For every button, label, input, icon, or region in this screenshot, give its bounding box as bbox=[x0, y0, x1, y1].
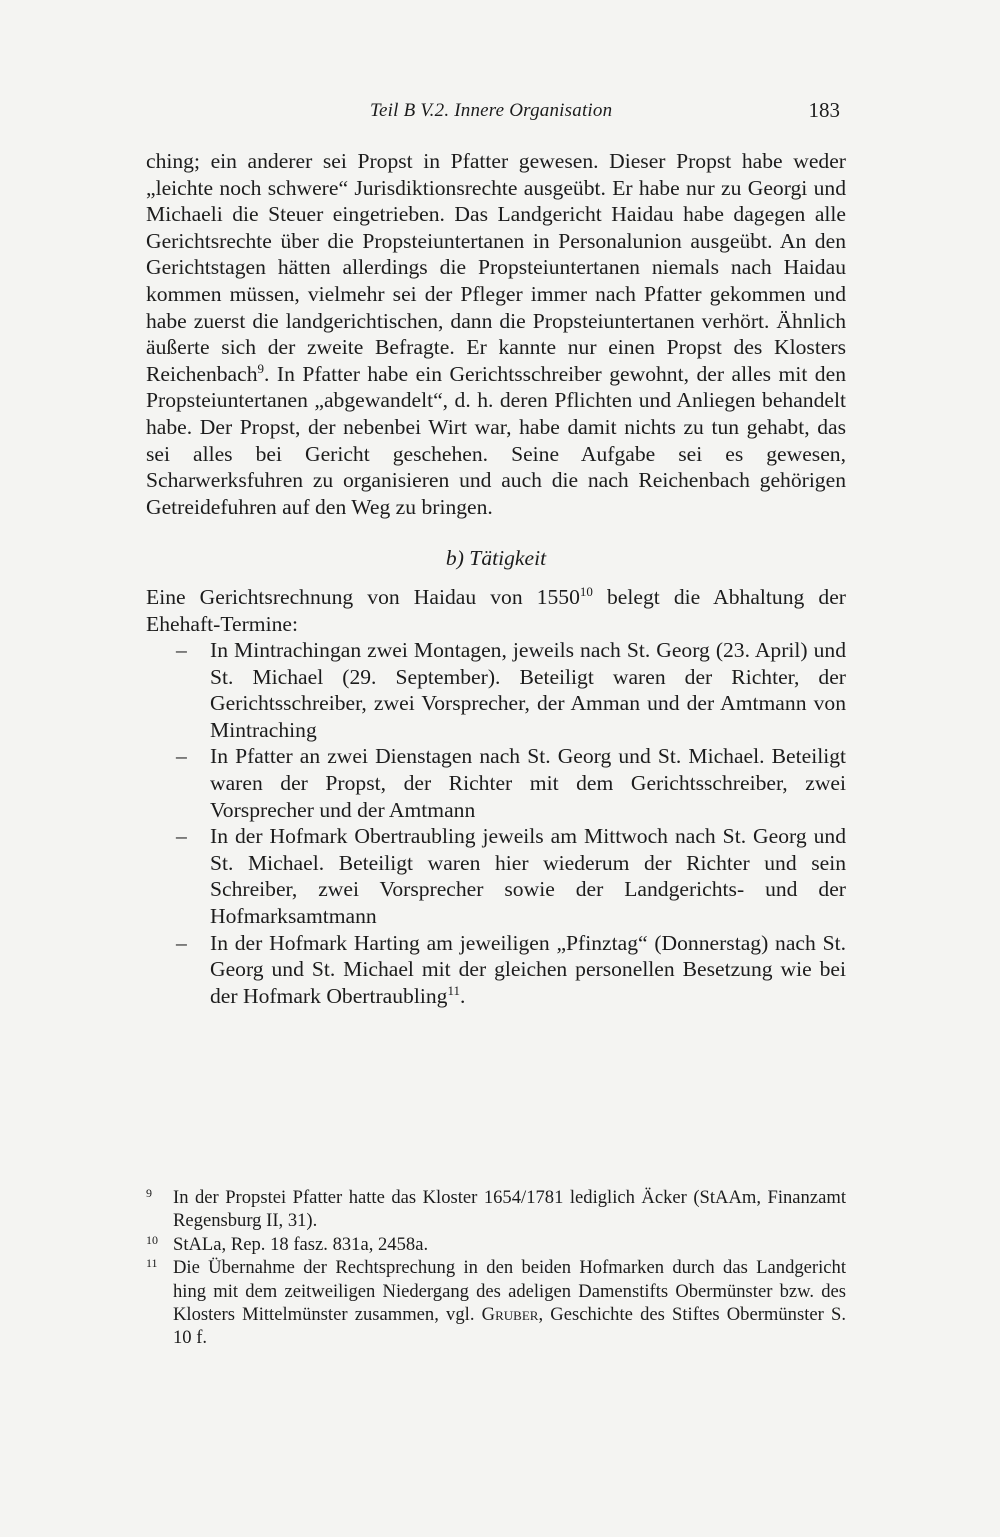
page-number: 183 bbox=[808, 98, 840, 122]
list-item: – In Mintrachingan zwei Montagen, jeweils nach St. Georg (23. April) und St. Michael (29. September). Beteiligt waren der Richter, der Gerichtsschreiber, zwei Vorsprecher, der Amman und der Amtmann von Mintraching bbox=[176, 638, 846, 742]
main-text bbox=[146, 148, 846, 1009]
footnote-ref-10: 10 bbox=[579, 583, 593, 599]
list-dash: – bbox=[176, 930, 187, 955]
footnote-ref-11: 11 bbox=[447, 982, 460, 998]
running-title: Teil B V.2. Innere Organisation bbox=[370, 100, 613, 121]
footnotes bbox=[146, 1186, 846, 1350]
termine-list bbox=[146, 637, 846, 1009]
paragraph-1: ching; ein anderer sei Propst in Pfatter gewesen. Dieser Propst habe weder „leichte noch schwere“ Jurisdiktionsrechte ausgeübt. Er habe nur zu Georgi und Michaeli die Steuer eingetrieben. Das Landgericht Haidau habe dagegen alle Gerichtsrechte über die Propsteiuntertanen in Personalunion ausgeübt. An den Gerichtstagen hätten allerdings die Propsteiuntertanen niemals nach Haidau kommen müssen, vielmehr sei der Pfleger immer nach Pfatter gekommen und habe zuerst die landgerichtischen, dann die Propsteiuntertanen verhört. Ähnlich äußerte sich der zweite Befragte. Er kannte nur einen Propst des Klosters Reichenbach$^9$. In Pfatter habe ein Gerichtsschreiber gewohnt, der alles mit den Propsteiuntertanen „abgewandelt“, d. h. deren Pflichten und Anliegen behandelt habe. Der Propst, der nebenbei Wirt war, habe damit nichts zu tun gehabt, das sei alles bei Gericht geschehen. Seine Aufgabe sei es gewesen, Scharwerksfuhren zu organisieren und auch die nach Reichenbach gehörigen Getreidefuhren auf den Weg zu bringen. bbox=[146, 149, 846, 519]
section-intro: Eine Gerichtsrechnung von Haidau von 1550$^{10}$ belegt die Abhaltung der Ehehaft-Termine: bbox=[146, 583, 846, 636]
list-dash: – bbox=[176, 638, 187, 663]
list-dash: – bbox=[176, 744, 187, 769]
footnote-11: 11 Die Übernahme der Rechtsprechung in den beiden Hofmarken durch das Landgericht hing mit dem zeitweiligen Niedergang des adeligen Damenstifts Obermünster bzw. des Klosters Mittelmünster zusammen, vgl. Gruber, Geschichte des Stiftes Obermünster S. 10 f. bbox=[146, 1256, 846, 1350]
author-name: Gruber bbox=[481, 1304, 539, 1326]
page-header bbox=[146, 100, 846, 128]
footnote-10: 10 StALa, Rep. 18 fasz. 831a, 2458a. bbox=[146, 1233, 846, 1256]
footnote-mark: 9 bbox=[146, 1186, 152, 1200]
list-item: – In der Hofmark Harting am jeweiligen „Pfinztag“ (Donnerstag) nach St. Georg und St. Michael mit der gleichen personellen Besetzung wie bei der Hofmark Obertraubling$^{11}$. bbox=[176, 930, 846, 1008]
list-item: – In der Hofmark Obertraubling jeweils am Mittwoch nach St. Georg und St. Michael. Beteiligt waren hier wiederum der Richter und sein Schreiber, zwei Vorsprecher sowie der Landgerichts- und der Hofmarksamtmann bbox=[176, 824, 846, 929]
section-heading: b) Tätigkeit bbox=[445, 546, 547, 571]
list-item: – In Pfatter an zwei Dienstagen nach St. Georg und St. Michael. Beteiligt waren der Propst, der Richter mit dem Gerichtsschreiber, zwei Vorsprecher und der Amtmann bbox=[176, 744, 846, 822]
footnote-9: 9 In der Propstei Pfatter hatte das Kloster 1654/1781 lediglich Äcker (StAAm, Finanzamt Regensburg II, 31). bbox=[146, 1186, 846, 1233]
list-dash: – bbox=[176, 824, 187, 849]
footnote-ref-9: 9 bbox=[257, 360, 265, 376]
footnote-mark: 11 bbox=[146, 1256, 158, 1271]
footnote-mark: 10 bbox=[146, 1232, 158, 1247]
